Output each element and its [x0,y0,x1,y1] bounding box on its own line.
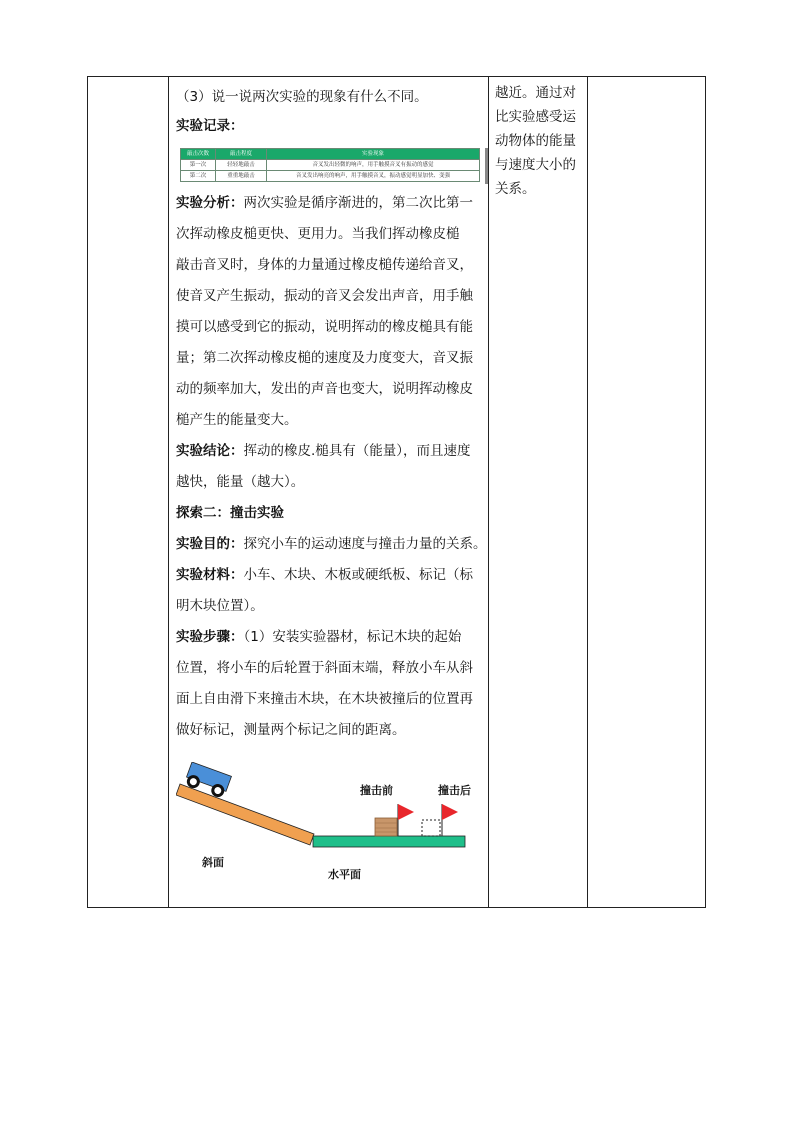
steps-line: 位置，将小车的后轮置于斜面末端，释放小车从斜 [176,660,473,676]
materials-label: 实验材料： [176,567,244,583]
purpose-line [176,529,488,560]
record-header-cell: 实验现象 [267,149,480,160]
analysis-line: 槌产生的能量变大。 [176,412,298,428]
horizontal-board [313,836,465,847]
analysis-line: 次挥动橡皮槌更快、更用力。当我们挥动橡皮槌 [176,226,460,242]
conclusion-line: 越快，能量（越大）。 [176,474,305,490]
analysis-line: 动的频率加大，发出的声音也变大，说明挥动橡皮 [176,381,473,397]
column-divider [168,77,169,907]
record-cell: 音叉发出响亮的响声，用手触摸音叉，振动感觉明显加快、变强 [267,171,480,182]
notes-line: 与速度大小的 [495,157,576,173]
flag-icon-after [442,804,458,836]
notes-line: 比实验感受运 [495,109,576,125]
record-cell: 第二次 [181,171,216,182]
materials-line [176,560,488,591]
lesson-table [87,76,706,908]
record-table-row [181,160,480,171]
record-cell: 第一次 [181,160,216,171]
steps-line [176,622,488,653]
materials-text: 小车、木块、木板或硬纸板、标记（标 [243,567,473,583]
notes-line: 越近。通过对 [495,85,576,101]
record-cell: 音叉发出轻微的响声，用手触摸音叉有振动的感觉 [267,160,480,171]
analysis-line: 敲击音叉时，身体的力量通过橡皮槌传递给音叉， [176,257,473,273]
steps-line: 面上自由滑下来撞击木块，在木块被撞后的位置再 [176,691,473,707]
label-slope: 斜面 [202,856,224,869]
analysis-line: 量；第二次挥动橡皮槌的速度及力度变大，音叉振 [176,350,473,366]
record-table-image [180,148,480,182]
analysis-line: 使音叉产生振动，振动的音叉会发出声音，用手触 [176,288,473,304]
record-image-edge [485,148,488,184]
record-table-header-row [181,149,480,160]
slope-board [176,784,314,845]
collision-experiment-diagram [176,762,494,882]
purpose-text: 探究小车的运动速度与撞击力量的关系。 [243,536,487,552]
conclusion-line [176,436,488,467]
conclusion-label: 实验结论： [176,443,244,459]
analysis-line: 摸可以感受到它的振动，说明挥动的橡皮槌具有能 [176,319,473,335]
analysis-line [176,188,488,219]
label-after-collision: 撞击后 [438,784,471,797]
record-header-cell: 敲击次数 [181,149,216,160]
main-content-cell [170,77,488,882]
materials-line: 明木块位置）。 [176,598,264,614]
record-cell: 轻轻地敲击 [216,160,267,171]
label-before-collision: 撞击前 [360,784,393,797]
record-table-row [181,171,480,182]
record-header-cell: 敲击程度 [216,149,267,160]
steps-label: 实验步骤： [176,629,244,645]
analysis-label: 实验分析： [176,195,244,211]
notes-cell [489,77,587,201]
block-after-position [422,820,440,836]
explore-2-heading: 探索二：撞击实验 [176,505,284,521]
conclusion-text: 挥动的橡皮.槌具有（能量），而且速度 [243,443,471,459]
column-divider [587,77,588,907]
label-horizontal-surface: 水平面 [328,868,361,881]
notes-line: 关系。 [495,181,536,197]
steps-text: （1）安装实验器材，标记木块的起始 [243,629,462,645]
purpose-label: 实验目的： [176,536,244,552]
step-3-text: （3）说一说两次实验的现象有什么不同。 [176,89,428,105]
analysis-text: 两次实验是循序渐进的，第二次比第一 [243,195,473,211]
record-title: 实验记录： [176,118,244,134]
wood-block-icon [375,818,397,836]
steps-line: 做好标记，测量两个标记之间的距离。 [176,722,406,738]
flag-icon-before [398,804,414,836]
record-cell: 重重地敲击 [216,171,267,182]
notes-line: 动物体的能量 [495,133,576,149]
